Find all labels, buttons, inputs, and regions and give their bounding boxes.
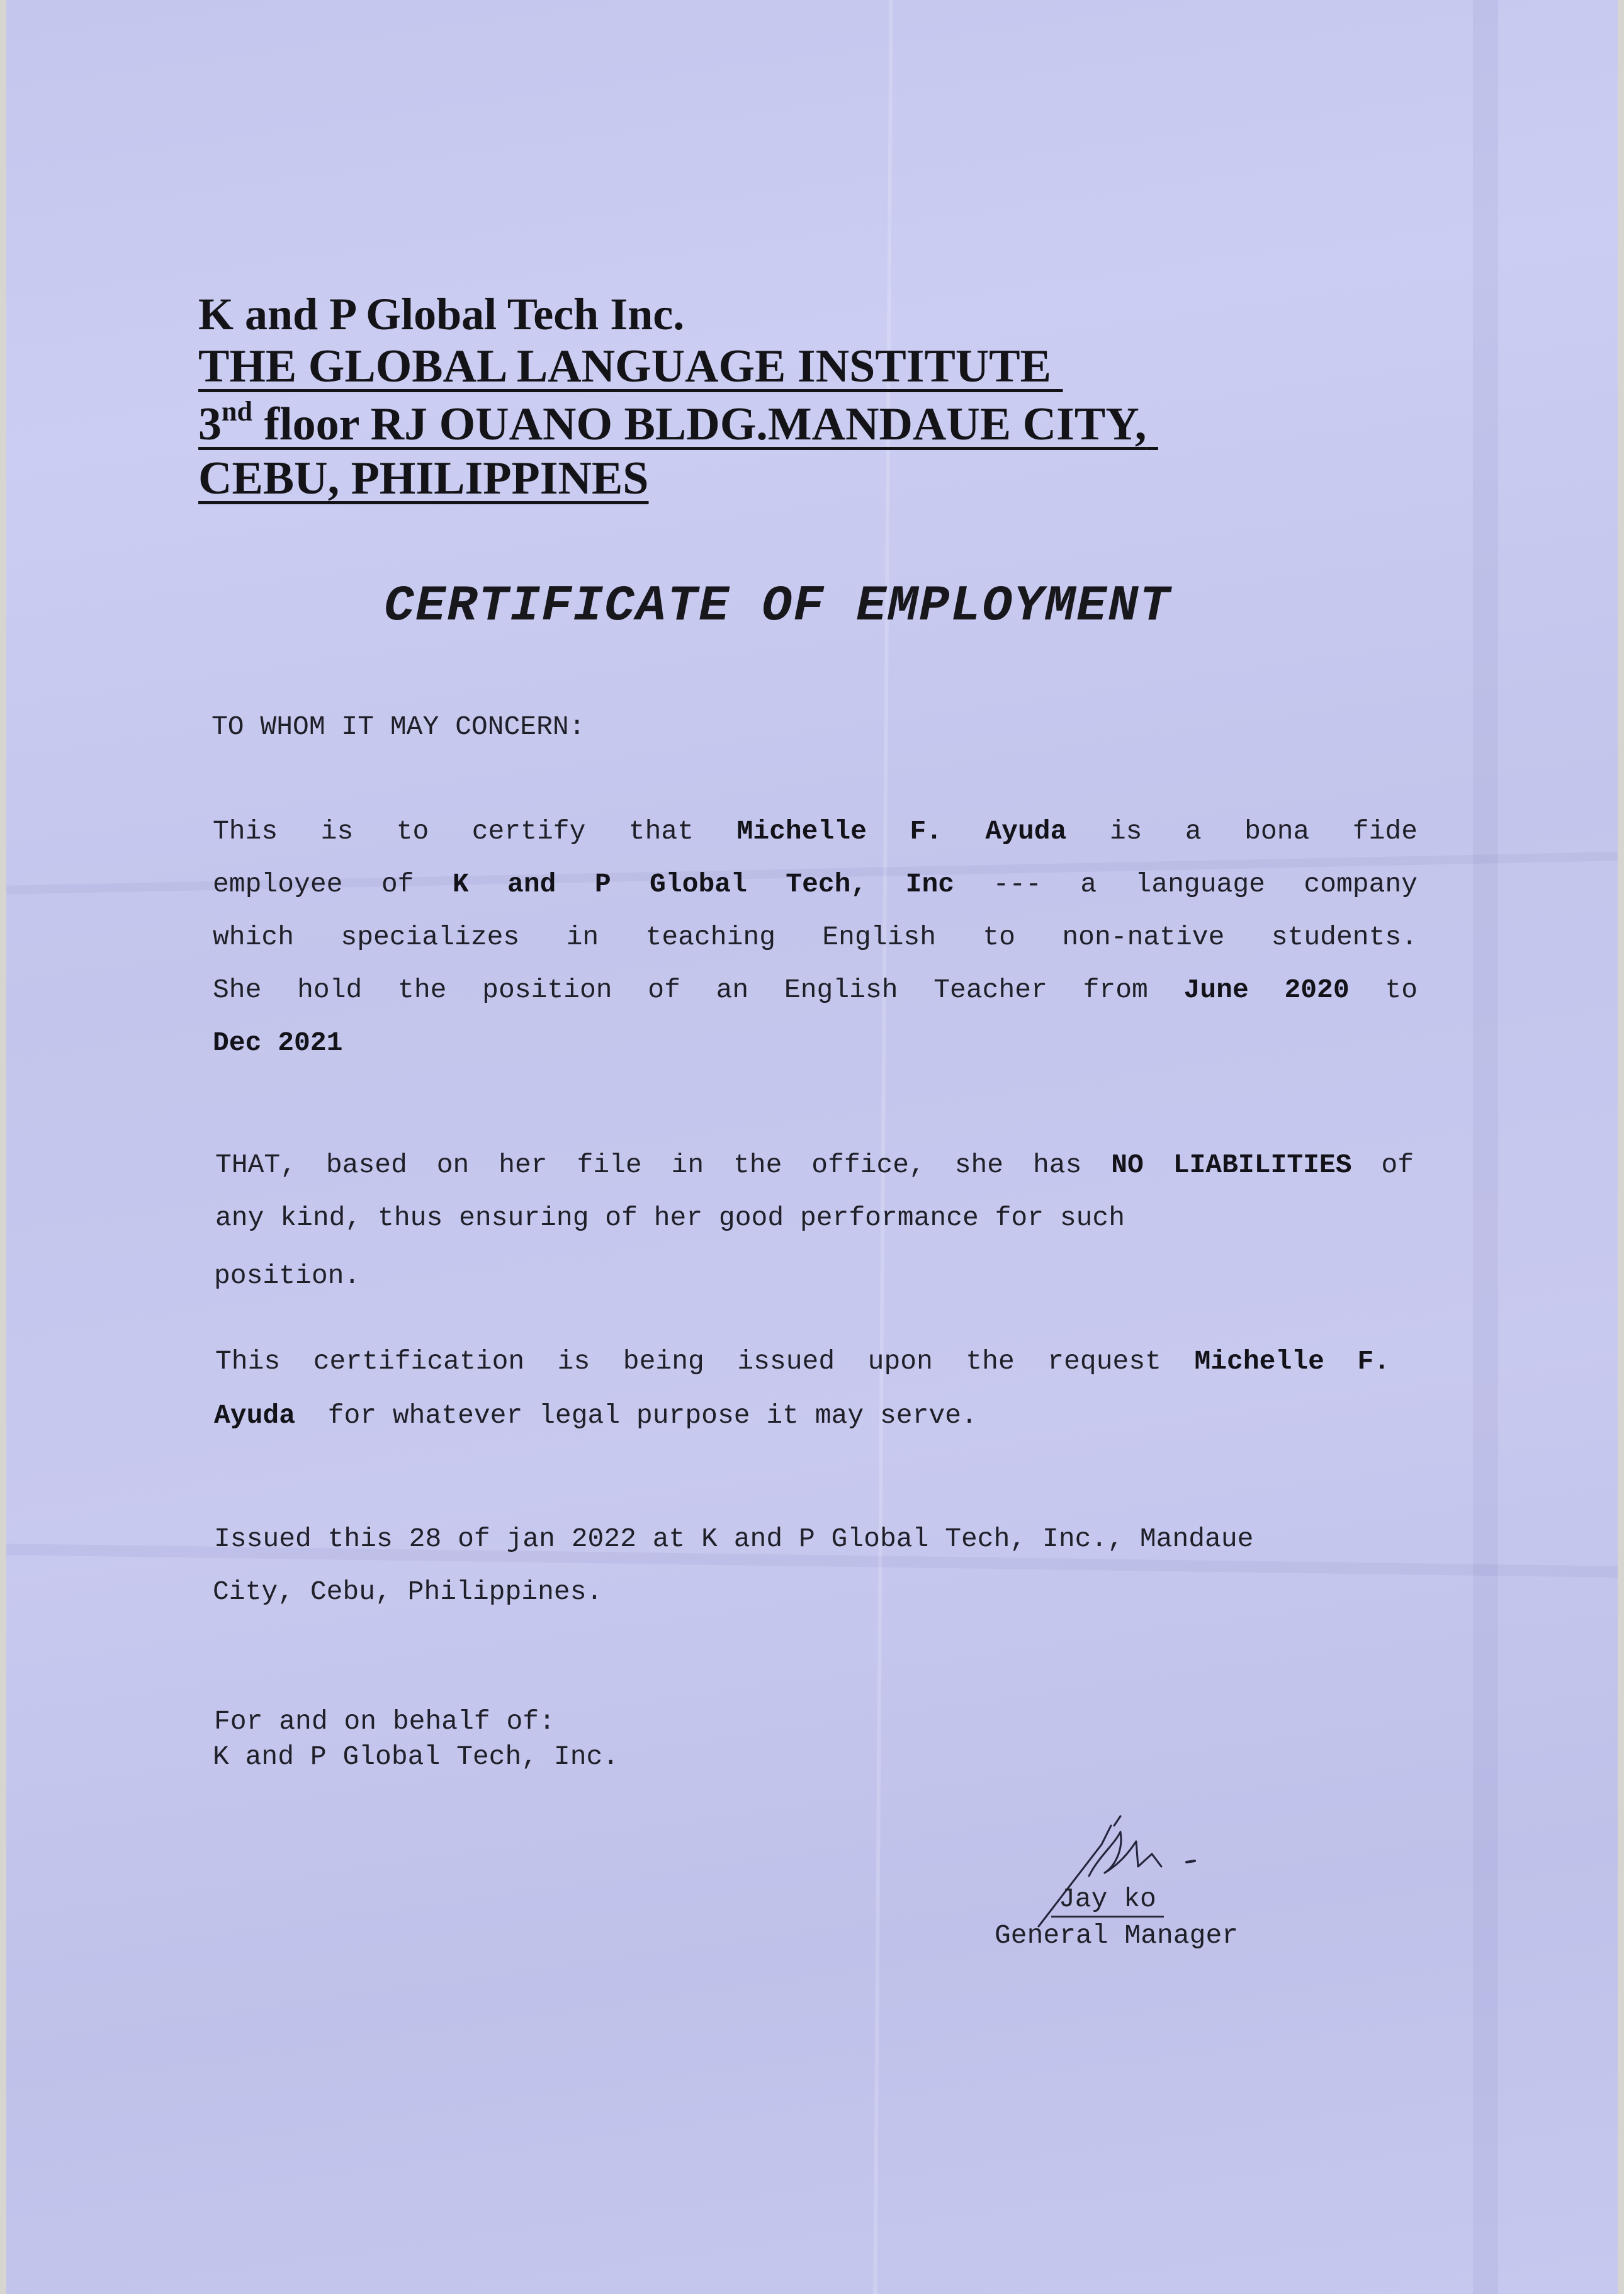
paragraph-1-line-1: This is to certify that Michelle F. Ayuda is a bona fide [213, 816, 1418, 847]
address-line: 3nd floor RJ OUANO BLDG.MANDAUE CITY, [198, 396, 1147, 450]
employer-name: K and P Global Tech, Inc [452, 869, 955, 900]
paragraph-3-line-2: Ayuda for whatever legal purpose it may serve. [214, 1400, 978, 1431]
issue-line-2: City, Cebu, Philippines. [213, 1576, 603, 1607]
no-liabilities-text: NO LIABILITIES [1111, 1150, 1352, 1180]
company-name: K and P Global Tech Inc. [198, 289, 685, 339]
document-title: CERTIFICATE OF EMPLOYMENT [384, 578, 1171, 635]
requester-name: Michelle F. [1194, 1346, 1390, 1377]
signatory-name: Jay ko [1051, 1884, 1164, 1918]
paragraph-1-line-2: employee of K and P Global Tech, Inc --- a language company [213, 869, 1418, 900]
closing-line-1: For and on behalf of: [214, 1706, 555, 1737]
start-date: June 2020 [1183, 975, 1350, 1005]
salutation: TO WHOM IT MAY CONCERN: [211, 711, 585, 742]
employee-name: Michelle F. Ayuda [736, 816, 1067, 847]
end-date: Dec 2021 [213, 1027, 343, 1058]
institute-name: THE GLOBAL LANGUAGE INSTITUTE [198, 341, 1051, 392]
paragraph-1-line-3: which specializes in teaching English to non-native students. [213, 922, 1418, 952]
signatory-title: General Manager [995, 1920, 1239, 1951]
certificate-paper [6, 0, 1618, 2294]
paragraph-2-line-1: THAT, based on her file in the office, she has NO LIABILITIES of [215, 1150, 1414, 1180]
paragraph-1-line-4: She hold the position of an English Teacher from June 2020 to [213, 975, 1418, 1005]
issue-line-1: Issued this 28 of jan 2022 at K and P Global Tech, Inc., Mandaue [214, 1523, 1254, 1554]
paragraph-3-line-1: This certification is being issued upon the request Michelle F. [215, 1346, 1390, 1377]
paper-edge-shade [1473, 0, 1498, 2294]
address-city: CEBU, PHILIPPINES [198, 453, 649, 504]
paragraph-2-line-2: any kind, thus ensuring of her good performance for such [215, 1202, 1125, 1233]
closing-line-2: K and P Global Tech, Inc. [213, 1741, 619, 1772]
paragraph-2-line-3: position. [214, 1260, 361, 1291]
signature-block [988, 1813, 1316, 1964]
